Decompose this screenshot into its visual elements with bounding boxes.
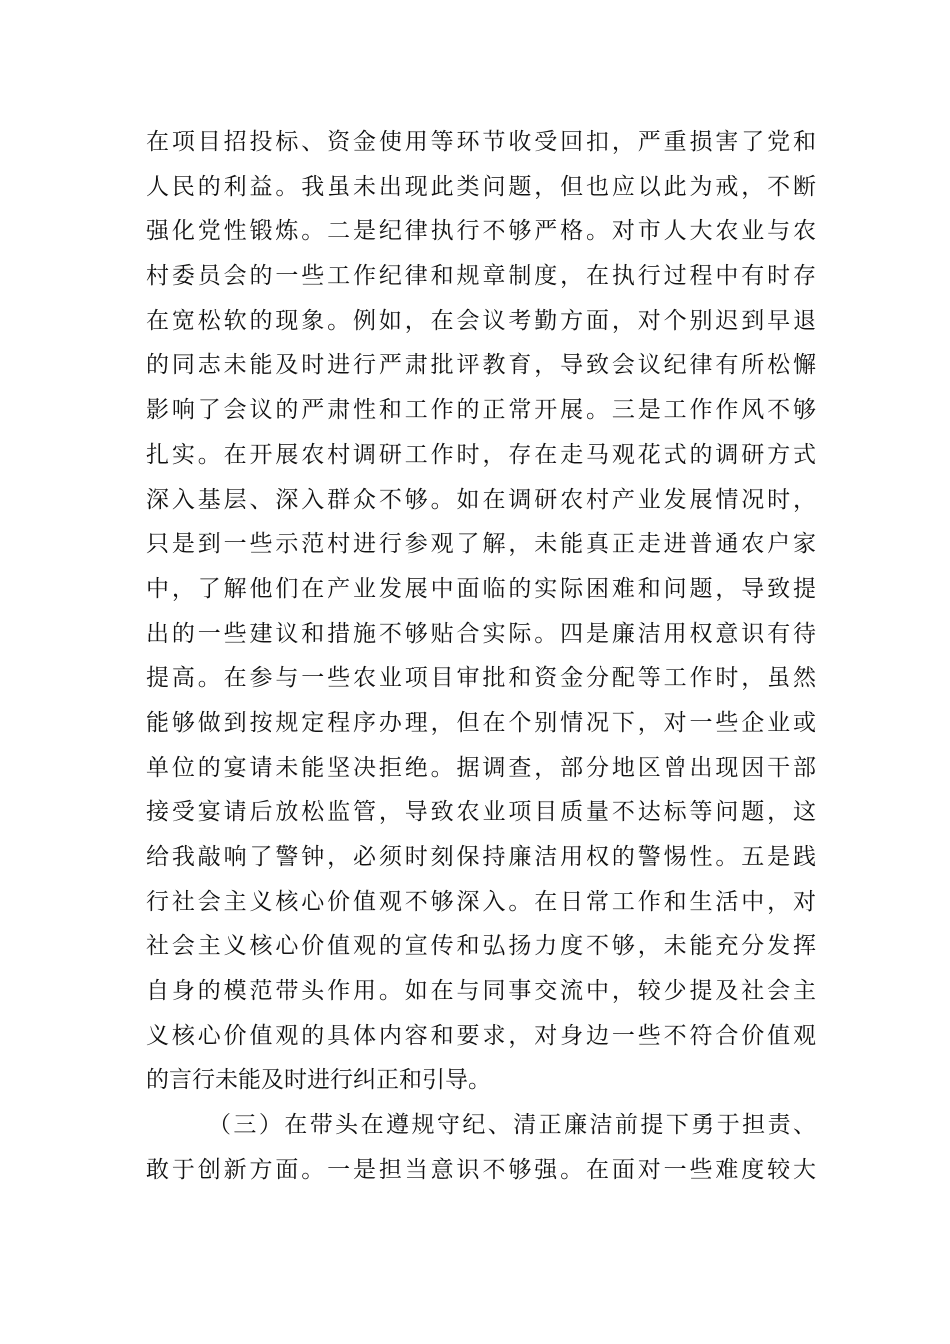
text-line: 出的一些建议和措施不够贴合实际。四是廉洁用权意识有待 <box>146 620 816 647</box>
text-line: 的同志未能及时进行严肃批评教育，导致会议纪律有所松懈 <box>146 352 816 379</box>
text-line: 只是到一些示范村进行参观了解，未能真正走进普通农户家 <box>146 531 816 558</box>
body-text <box>146 120 816 1193</box>
text-line: 能够做到按规定程序办理，但在个别情况下，对一些企业或 <box>146 709 816 736</box>
text-line: 影响了会议的严肃性和工作的正常开展。三是工作作风不够 <box>146 397 816 424</box>
text-line: 中，了解他们在产业发展中面临的实际困难和问题，导致提 <box>146 575 816 602</box>
text-line: 行社会主义核心价值观不够深入。在日常工作和生活中，对 <box>146 888 816 915</box>
text-line: 接受宴请后放松监管，导致农业项目质量不达标等问题，这 <box>146 799 816 826</box>
text-line: 单位的宴请未能坚决拒绝。据调查，部分地区曾出现因干部 <box>146 754 816 781</box>
section-heading-line: （三）在带头在遵规守纪、清正廉洁前提下勇于担责、 <box>208 1112 816 1139</box>
text-line: 敢于创新方面。一是担当意识不够强。在面对一些难度较大 <box>146 1156 816 1183</box>
text-line: 在项目招投标、资金使用等环节收受回扣，严重损害了党和 <box>146 129 816 155</box>
text-line: 自身的模范带头作用。如在与同事交流中，较少提及社会主 <box>146 978 816 1005</box>
text-line: 在宽松软的现象。例如，在会议考勤方面，对个别迟到早退 <box>146 307 816 334</box>
text-line: 强化党性锻炼。二是纪律执行不够严格。对市人大农业与农 <box>146 218 816 245</box>
text-line: 提高。在参与一些农业项目审批和资金分配等工作时，虽然 <box>146 665 816 692</box>
text-line: 深入基层、深入群众不够。如在调研农村产业发展情况时， <box>146 486 816 513</box>
paragraph-end-line: 的言行未能及时进行纠正和引导。 <box>146 1067 491 1094</box>
text-line: 义核心价值观的具体内容和要求，对身边一些不符合价值观 <box>146 1022 816 1049</box>
text-line: 社会主义核心价值观的宣传和弘扬力度不够，未能充分发挥 <box>146 933 816 960</box>
text-line: 村委员会的一些工作纪律和规章制度，在执行过程中有时存 <box>146 263 816 290</box>
text-line: 扎实。在开展农村调研工作时，存在走马观花式的调研方式 <box>146 441 816 468</box>
text-line: 给我敲响了警钟，必须时刻保持廉洁用权的警惕性。五是践 <box>146 844 816 870</box>
text-line: 人民的利益。我虽未出现此类问题，但也应以此为戒，不断 <box>146 173 816 200</box>
